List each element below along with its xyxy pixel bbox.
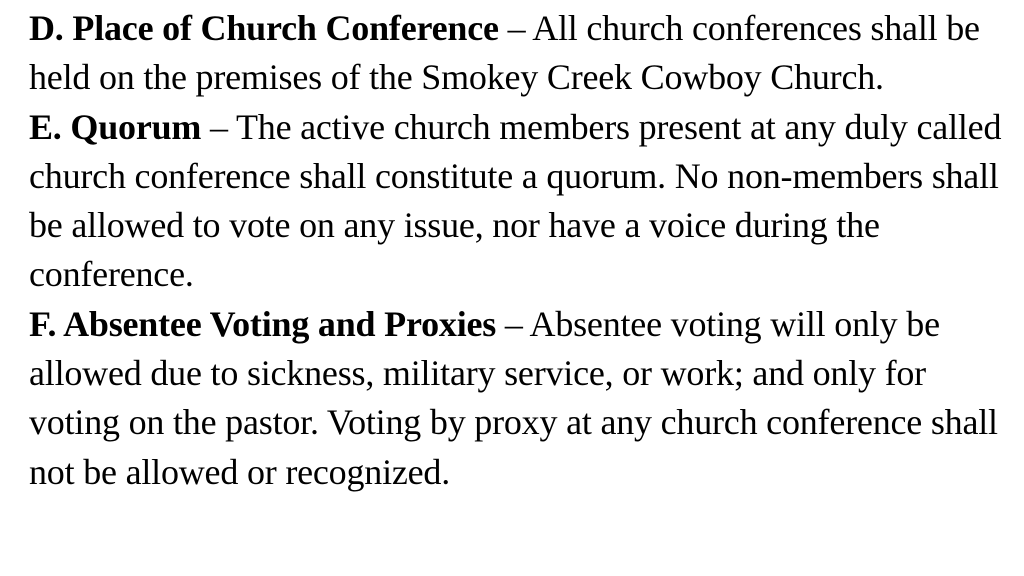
section-heading: E. Quorum [29, 106, 202, 147]
section-separator: – [496, 303, 530, 344]
section-separator: – [498, 8, 533, 48]
section-body: All church conferences shall be held on the premises of the Smokey Creek Cowboy Church. [29, 8, 980, 98]
section-heading: D. Place of Church Conference [29, 8, 499, 48]
section-place-of-church-conference [29, 4, 1009, 103]
section-quorum [29, 103, 1009, 300]
section-body: The active church members present at any duly called church conference shall constitute a quorum. No non-members shall be allowed to vote on any issue, nor have a voice during the conference. [29, 106, 1002, 295]
document-page [29, 4, 1009, 497]
section-body: Absentee voting will only be allowed due to sickness, military service, or work; and only for voting on the pastor. Voting by proxy at any church conference shall not be allowed or recognized. [29, 303, 998, 492]
section-absentee-voting-and-proxies [29, 300, 1009, 497]
section-heading: F. Absentee Voting and Proxies [29, 303, 497, 344]
section-separator: – [201, 106, 236, 147]
